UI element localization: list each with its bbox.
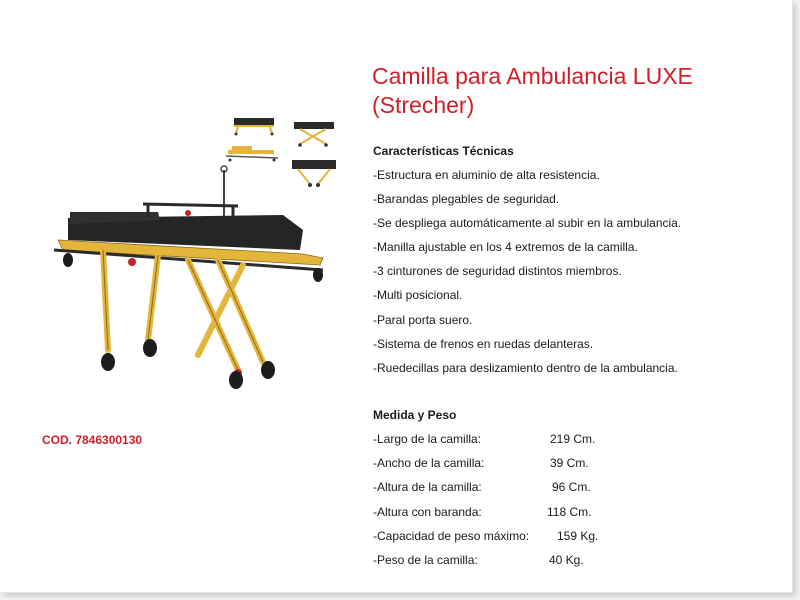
feature-item: -Manilla ajustable en los 4 extremos de la camilla.: [373, 240, 638, 255]
measure-row: [373, 529, 633, 553]
thumbnail-stretcher-3: [226, 146, 278, 162]
measure-row: [373, 456, 633, 480]
measure-row: [373, 432, 633, 456]
measure-label: -Altura de la camilla:: [373, 480, 482, 495]
feature-item: -Se despliega automáticamente al subir en la ambulancia.: [373, 216, 682, 231]
feature-item: -Estructura en aluminio de alta resistencia.: [373, 168, 600, 182]
measures-heading: Medida y Peso: [373, 408, 457, 422]
feature-item: -Paral porta suero.: [373, 312, 473, 327]
measure-row: [373, 553, 633, 577]
feature-item: -3 cinturones de seguridad distintos miembros.: [373, 264, 622, 279]
thumbnail-stretcher-2: [294, 122, 334, 147]
measure-value: 96 Cm.: [552, 480, 591, 495]
product-title: Camilla para Ambulancia LUXE (Strecher): [372, 63, 693, 118]
feature-item: -Sistema de frenos en ruedas delanteras.: [373, 336, 594, 351]
measure-row: [373, 505, 633, 529]
measure-value: 39 Cm.: [550, 456, 589, 471]
measure-row: [373, 480, 633, 504]
measure-value: 219 Cm.: [550, 432, 596, 446]
features-heading: Características Técnicas: [373, 144, 514, 158]
measure-label: -Altura con baranda:: [373, 504, 482, 519]
feature-item: -Multi posicional.: [373, 288, 463, 303]
feature-item: -Barandas plegables de seguridad.: [373, 192, 560, 207]
measure-value: 118 Cm.: [547, 504, 592, 519]
measure-label: -Largo de la camilla:: [373, 432, 482, 446]
features-list: [373, 168, 681, 385]
stretcher-image: [48, 100, 348, 400]
measures-list: [373, 432, 633, 577]
product-code: COD. 7846300130: [42, 433, 143, 447]
measure-label: -Peso de la camilla:: [373, 552, 478, 567]
feature-item: -Ruedecillas para deslizamiento dentro de la ambulancia.: [373, 360, 678, 375]
thumbnail-stretcher-1: [234, 118, 274, 136]
measure-value: 159 Kg.: [557, 528, 599, 543]
thumbnail-stretcher-4: [292, 160, 336, 187]
measure-label: -Capacidad de peso máximo:: [373, 528, 530, 543]
measure-value: 40 Kg.: [549, 552, 584, 567]
measure-label: -Ancho de la camilla:: [373, 456, 485, 471]
